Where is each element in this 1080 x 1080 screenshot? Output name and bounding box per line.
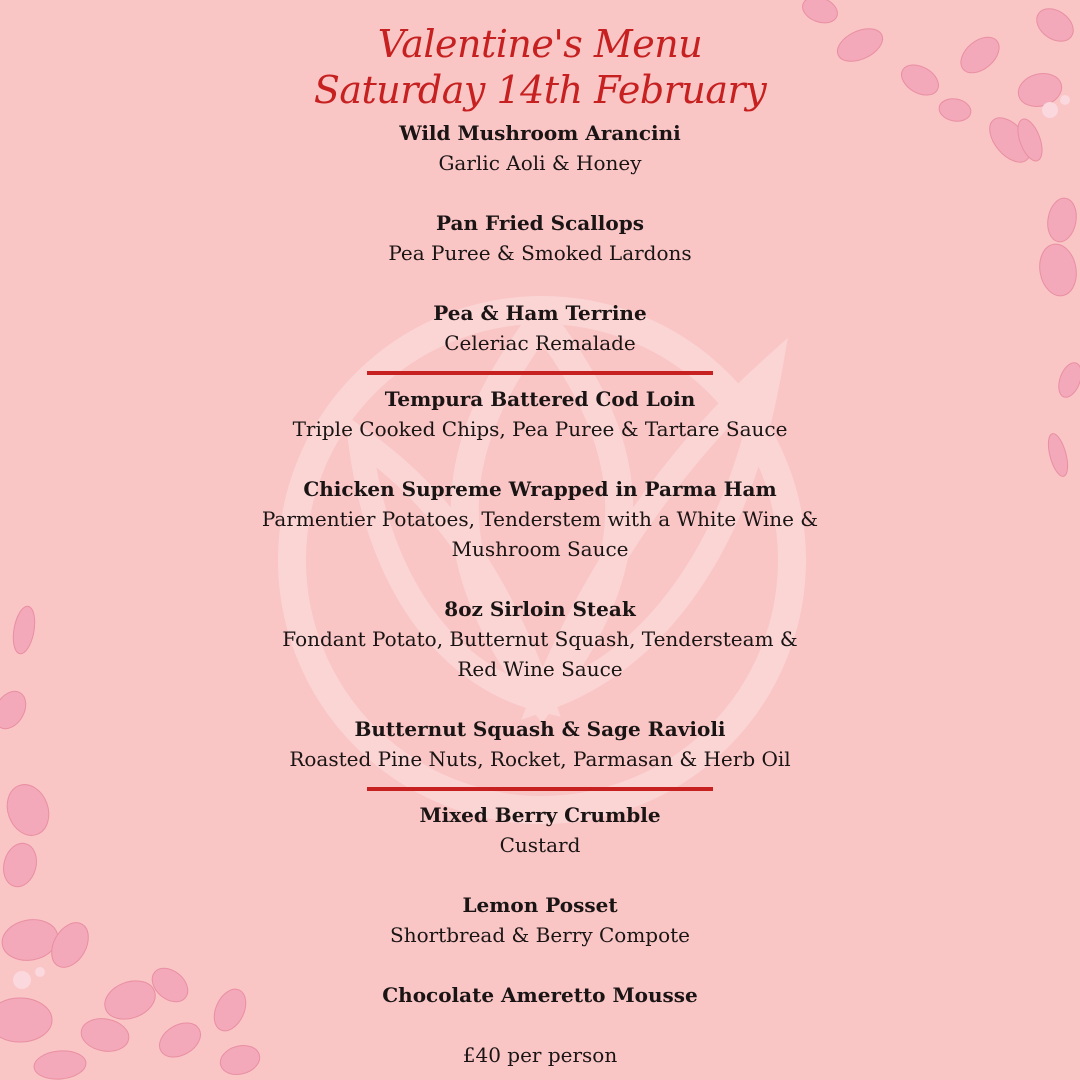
dish-name: Mixed Berry Crumble: [419, 803, 661, 827]
dish-name: Chocolate Ameretto Mousse: [382, 983, 698, 1007]
dish-name: Lemon Posset: [462, 893, 618, 917]
main-item: [0, 474, 1080, 564]
starter-item: [0, 118, 1080, 178]
main-item: [0, 714, 1080, 774]
dish-name: Butternut Squash & Sage Ravioli: [354, 717, 726, 741]
dish-description: Triple Cooked Chips, Pea Puree & Tartare Sauce: [292, 417, 788, 441]
dish-description: Celeriac Remalade: [444, 331, 636, 355]
starter-item: [0, 298, 1080, 358]
dish-description: Fondant Potato, Butternut Squash, Tendersteam & Red Wine Sauce: [282, 627, 798, 681]
menu-date: Saturday 14th February: [313, 68, 767, 112]
dish-description: Custard: [499, 833, 581, 857]
dish-description: Garlic Aoli & Honey: [438, 151, 642, 175]
dish-name: Pan Fried Scallops: [436, 211, 644, 235]
dish-name: 8oz Sirloin Steak: [444, 597, 636, 621]
menu-title: Valentine's Menu: [377, 22, 703, 66]
dish-description: Parmentier Potatoes, Tenderstem with a White Wine & Mushroom Sauce: [261, 507, 819, 561]
section-divider: [367, 787, 713, 791]
dish-name: Wild Mushroom Arancini: [399, 121, 681, 145]
dish-description: Shortbread & Berry Compote: [390, 923, 690, 947]
dish-description: Roasted Pine Nuts, Rocket, Parmasan & Herb Oil: [289, 747, 791, 771]
dish-name: Tempura Battered Cod Loin: [384, 387, 696, 411]
starter-item: [0, 208, 1080, 268]
dessert-item: [0, 890, 1080, 950]
dish-name: Pea & Ham Terrine: [433, 301, 647, 325]
main-item: [0, 384, 1080, 444]
dessert-item: [0, 980, 1080, 1010]
dish-name: Chicken Supreme Wrapped in Parma Ham: [303, 477, 777, 501]
dessert-item: [0, 800, 1080, 860]
dish-description: Pea Puree & Smoked Lardons: [388, 241, 692, 265]
section-divider: [367, 371, 713, 375]
main-item: [0, 594, 1080, 684]
menu-list: [0, 118, 1080, 1070]
price: £40 per person: [462, 1043, 618, 1067]
